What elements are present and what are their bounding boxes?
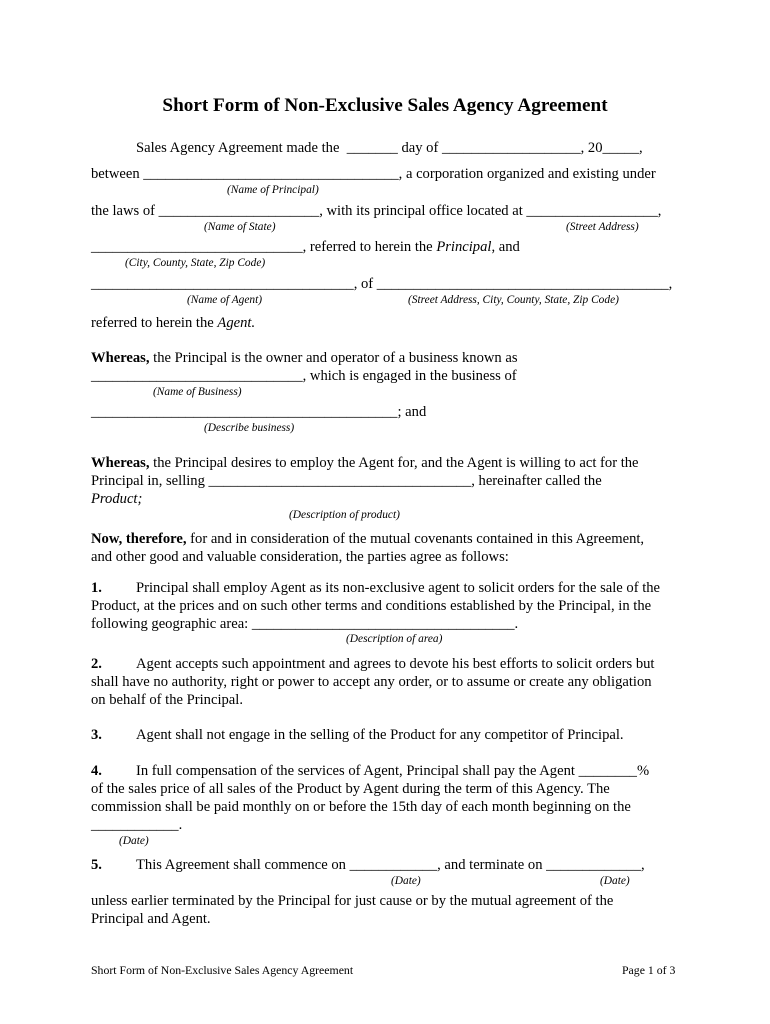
caption-name-of-principal: (Name of Principal) [227, 184, 319, 196]
clause-4-line-1: 4. In full compensation of the services of Agent, Principal shall pay the Agent ________% [91, 763, 650, 779]
clause-4-line-2: of the sales price of all sales of the Product by Agent during the term of this Agency. The [91, 781, 610, 797]
clause-1-line-3: following geographic area: ____________________________________. [91, 616, 519, 632]
whereas-2-line-1: Whereas, the Principal desires to employ the Agent for, and the Agent is willing to act for the [91, 455, 639, 471]
caption-city-county-state-zip: (City, County, State, Zip Code) [125, 257, 266, 269]
document-title: Short Form of Non-Exclusive Sales Agency Agreement [162, 95, 608, 116]
clause-4-line-3: commission shall be paid monthly on or before the 15th day of each month beginning on the [91, 799, 631, 815]
intro-line-4: _____________________________, referred to herein the Principal, and [91, 239, 520, 255]
whereas-2-line-2: Principal in, selling ____________________________________, hereinafter called the [91, 473, 602, 489]
caption-date-commence: (Date) [391, 875, 421, 887]
clause-2-line-3: on behalf of the Principal. [91, 692, 243, 708]
clause-2-line-1: 2. Agent accepts such appointment and agrees to devote his best efforts to solicit orders but [91, 656, 655, 672]
clause-5-line-3: Principal and Agent. [91, 911, 211, 927]
whereas-1-line-3: __________________________________________; and [91, 404, 427, 420]
clause-4-line-4: ____________. [91, 817, 183, 833]
intro-line-3: the laws of ______________________, with its principal office located at __________________, [91, 203, 662, 219]
whereas-1-line-1: Whereas, the Principal is the owner and operator of a business known as [91, 350, 518, 366]
whereas-1-line-2: _____________________________, which is engaged in the business of [91, 368, 517, 384]
now-therefore-line-2: and other good and valuable consideration, the parties agree as follows: [91, 549, 509, 565]
now-therefore-line-1: Now, therefore, for and in consideration of the mutual covenants contained in this Agreement, [91, 531, 645, 547]
footer-page-number: Page 1 of 3 [622, 963, 676, 977]
clause-3-line-1: 3. Agent shall not engage in the selling of the Product for any competitor of Principal. [91, 727, 624, 743]
caption-describe-business: (Describe business) [204, 422, 295, 434]
caption-description-of-area: (Description of area) [346, 633, 443, 645]
intro-line-5: ____________________________________, of ________________________________________, [91, 276, 673, 292]
caption-agent-address: (Street Address, City, County, State, Zip Code) [408, 294, 619, 306]
caption-name-of-state: (Name of State) [204, 221, 276, 233]
caption-name-of-agent: (Name of Agent) [187, 294, 263, 306]
clause-2-line-2: shall have no authority, right or power to accept any order, or to assume or create any obligation [91, 674, 652, 690]
intro-line-1: Sales Agency Agreement made the _______ day of ___________________, 20_____, [136, 140, 643, 156]
footer-document-title: Short Form of Non-Exclusive Sales Agency Agreement [91, 963, 354, 977]
caption-description-of-product: (Description of product) [289, 509, 400, 521]
clause-5-line-2: unless earlier terminated by the Principal for just cause or by the mutual agreement of the [91, 893, 614, 909]
clause-1-line-2: Product, at the prices and on such other terms and conditions established by the Principal, in the [91, 598, 652, 614]
whereas-2-line-3: Product; [91, 491, 143, 507]
caption-date-terminate: (Date) [600, 875, 630, 887]
clause-5-line-1: 5. This Agreement shall commence on ____________, and terminate on _____________, [91, 857, 645, 873]
caption-date-commission: (Date) [119, 835, 149, 847]
caption-name-of-business: (Name of Business) [153, 386, 242, 398]
clause-1-line-1: 1. Principal shall employ Agent as its non-exclusive agent to solicit orders for the sale of the [91, 580, 661, 596]
intro-line-6: referred to herein the Agent. [91, 315, 256, 331]
intro-line-2: between ___________________________________, a corporation organized and existing under [91, 166, 656, 182]
caption-street-address: (Street Address) [566, 221, 639, 233]
